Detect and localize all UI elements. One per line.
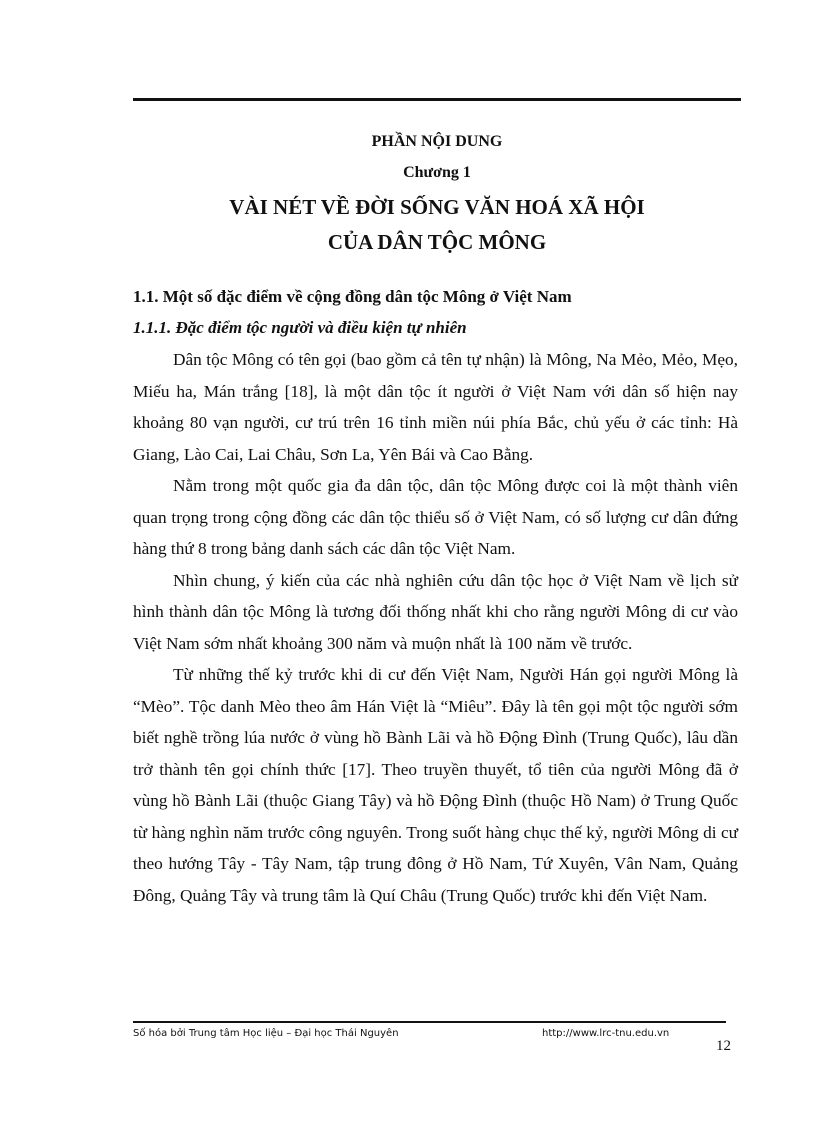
paragraph: Từ những thế kỷ trước khi di cư đến Việt Nam, Người Hán gọi người Mông là “Mèo”. Tộc danh Mèo theo âm Hán Việt là “Miêu”. Đây là tên gọi một tộc người sớm biết nghề trồng lúa nước ở vùng hồ Bành Lãi và hồ Động Đình (Trung Quốc), lâu dần trở thành tên gọi chính thức [17]. Theo truyền thuyết, tổ tiên của người Mông đã ở vùng hồ Bành Lãi (thuộc Giang Tây) và hồ Động Đình (thuộc Hồ Nam) ở Trung Quốc từ hàng nghìn năm trước công nguyên. Trong suốt hàng chục thế kỷ, người Mông di cư theo hướng Tây - Tây Nam, tập trung đông ở Hồ Nam, Tứ Xuyên, Vân Nam, Quảng Đông, Quảng Tây và trung tâm là Quí Châu (Trung Quốc) trước khi đến Việt Nam. xyxy=(133,665,738,905)
subsection-title: 1.1.1. Đặc điểm tộc người và điều kiện tự nhiên xyxy=(133,318,467,337)
footer-rule xyxy=(133,1021,726,1023)
chapter-title-line-2: CỦA DÂN TỘC MÔNG xyxy=(327,230,547,254)
paragraph: Dân tộc Mông có tên gọi (bao gồm cả tên tự nhận) là Mông, Na Mẻo, Mẻo, Mẹo, Miếu ha, Mán trắng [18], là một dân tộc ít người ở Việt Nam với dân số hiện nay khoảng 80 vạn người, cư trú trên 16 tỉnh miền núi phía Bắc, chủ yếu ở các tỉnh: Hà Giang, Lào Cai, Lai Châu, Sơn La, Yên Bái và Cao Bằng. xyxy=(133,350,738,464)
chapter-number: Chương 1 xyxy=(403,164,471,181)
chapter-title xyxy=(133,190,741,260)
page-number: 12 xyxy=(716,1038,731,1054)
paragraph: Nằm trong một quốc gia đa dân tộc, dân tộc Mông được coi là một thành viên quan trọng trong cộng đồng các dân tộc thiểu số ở Việt Nam, có số lượng cư dân đứng hàng thứ 8 trong bảng danh sách các dân tộc Việt Nam. xyxy=(133,476,738,558)
body-text xyxy=(133,344,738,911)
part-title: PHẦN NỘI DUNG xyxy=(371,133,503,150)
header-rule xyxy=(133,98,741,101)
paragraph: Nhìn chung, ý kiến của các nhà nghiên cứu dân tộc học ở Việt Nam về lịch sử hình thành dân tộc Mông là tương đối thống nhất khi cho rằng người Mông di cư vào Việt Nam sớm nhất khoảng 300 năm và muộn nhất là 100 năm về trước. xyxy=(133,570,738,653)
chapter-title-line-1: VÀI NÉT VỀ ĐỜI SỐNG VĂN HOÁ XÃ HỘI xyxy=(229,195,645,219)
section-title: 1.1. Một số đặc điểm về cộng đồng dân tộc Mông ở Việt Nam xyxy=(133,287,572,306)
footer-credit: Số hóa bởi Trung tâm Học liệu – Đại học Thái Nguyên xyxy=(133,1028,399,1039)
footer-url-link[interactable]: http://www.lrc-tnu.edu.vn xyxy=(542,1028,670,1039)
